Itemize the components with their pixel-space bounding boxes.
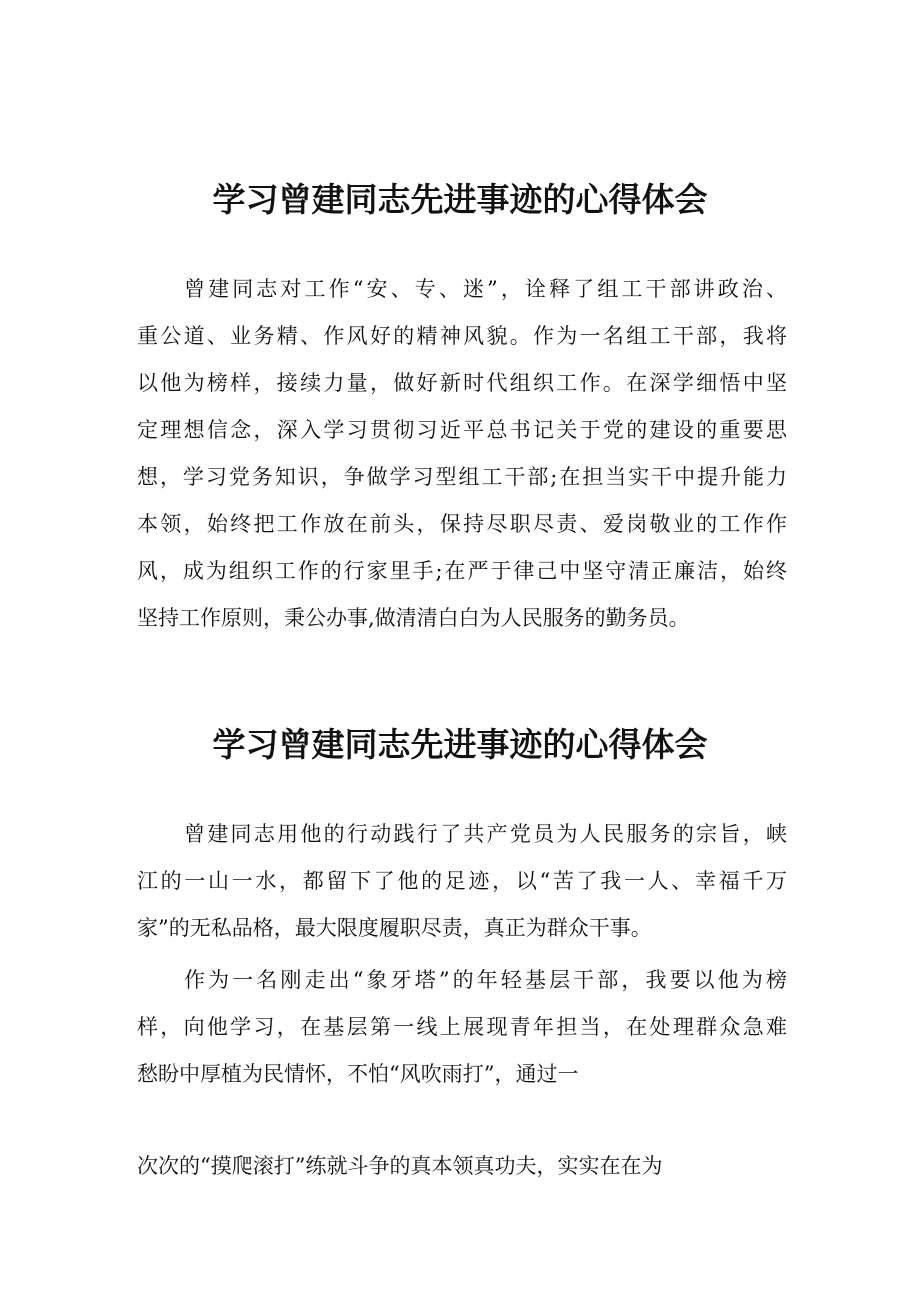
text-line: 本领，始终把工作放在前头，保持尽职尽责、爱岗敬业的工作作: [137, 512, 787, 536]
text-line: 江的一山一水，都留下了他的足迹，以“苦了我一人、幸福千万: [137, 869, 787, 893]
text-line: 风，成为组织工作的行家里手;在严于律己中坚守清正廉洁，始终: [137, 559, 787, 583]
text-line: 定理想信念，深入学习贯彻习近平总书记关于党的建设的重要思: [137, 418, 787, 442]
paragraph: [137, 957, 787, 1098]
text-line: 愁盼中厚植为民情怀，不怕“风吹雨打”，通过一: [137, 1062, 579, 1086]
paragraph: [137, 1143, 787, 1190]
section-title: 学习曾建同志先进事迹的心得体会: [212, 180, 708, 219]
text-line: 次次的“摸爬滚打”练就斗争的真本领真功夫，实实在在为: [137, 1154, 663, 1178]
text-line: 以他为榜样，接续力量，做好新时代组织工作。在深学细悟中坚: [137, 371, 787, 395]
section-title: 学习曾建同志先进事迹的心得体会: [212, 725, 708, 764]
text-line: 样，向他学习，在基层第一线上展现青年担当，在处理群众急难: [137, 1015, 787, 1039]
text-line: 作为一名刚走出“象牙塔”的年轻基层干部，我要以他为榜: [184, 968, 787, 992]
text-line: 坚持工作原则，秉公办事,做清清白白为人民服务的勤务员。: [137, 606, 690, 630]
paragraph: [137, 266, 787, 642]
text-line: 曾建同志用他的行动践行了共产党员为人民服务的宗旨，峡: [184, 822, 787, 846]
paragraph: [137, 811, 787, 952]
text-line: 曾建同志对工作“安、专、迷”，诠释了组工干部讲政治、: [184, 277, 787, 301]
text-line: 重公道、业务精、作风好的精神风貌。作为一名组工干部，我将: [137, 324, 787, 348]
text-line: 想，学习党务知识，争做学习型组工干部;在担当实干中提升能力: [137, 465, 787, 489]
text-line: 家”的无私品格，最大限度履职尽责，真正为群众干事。: [137, 916, 652, 940]
